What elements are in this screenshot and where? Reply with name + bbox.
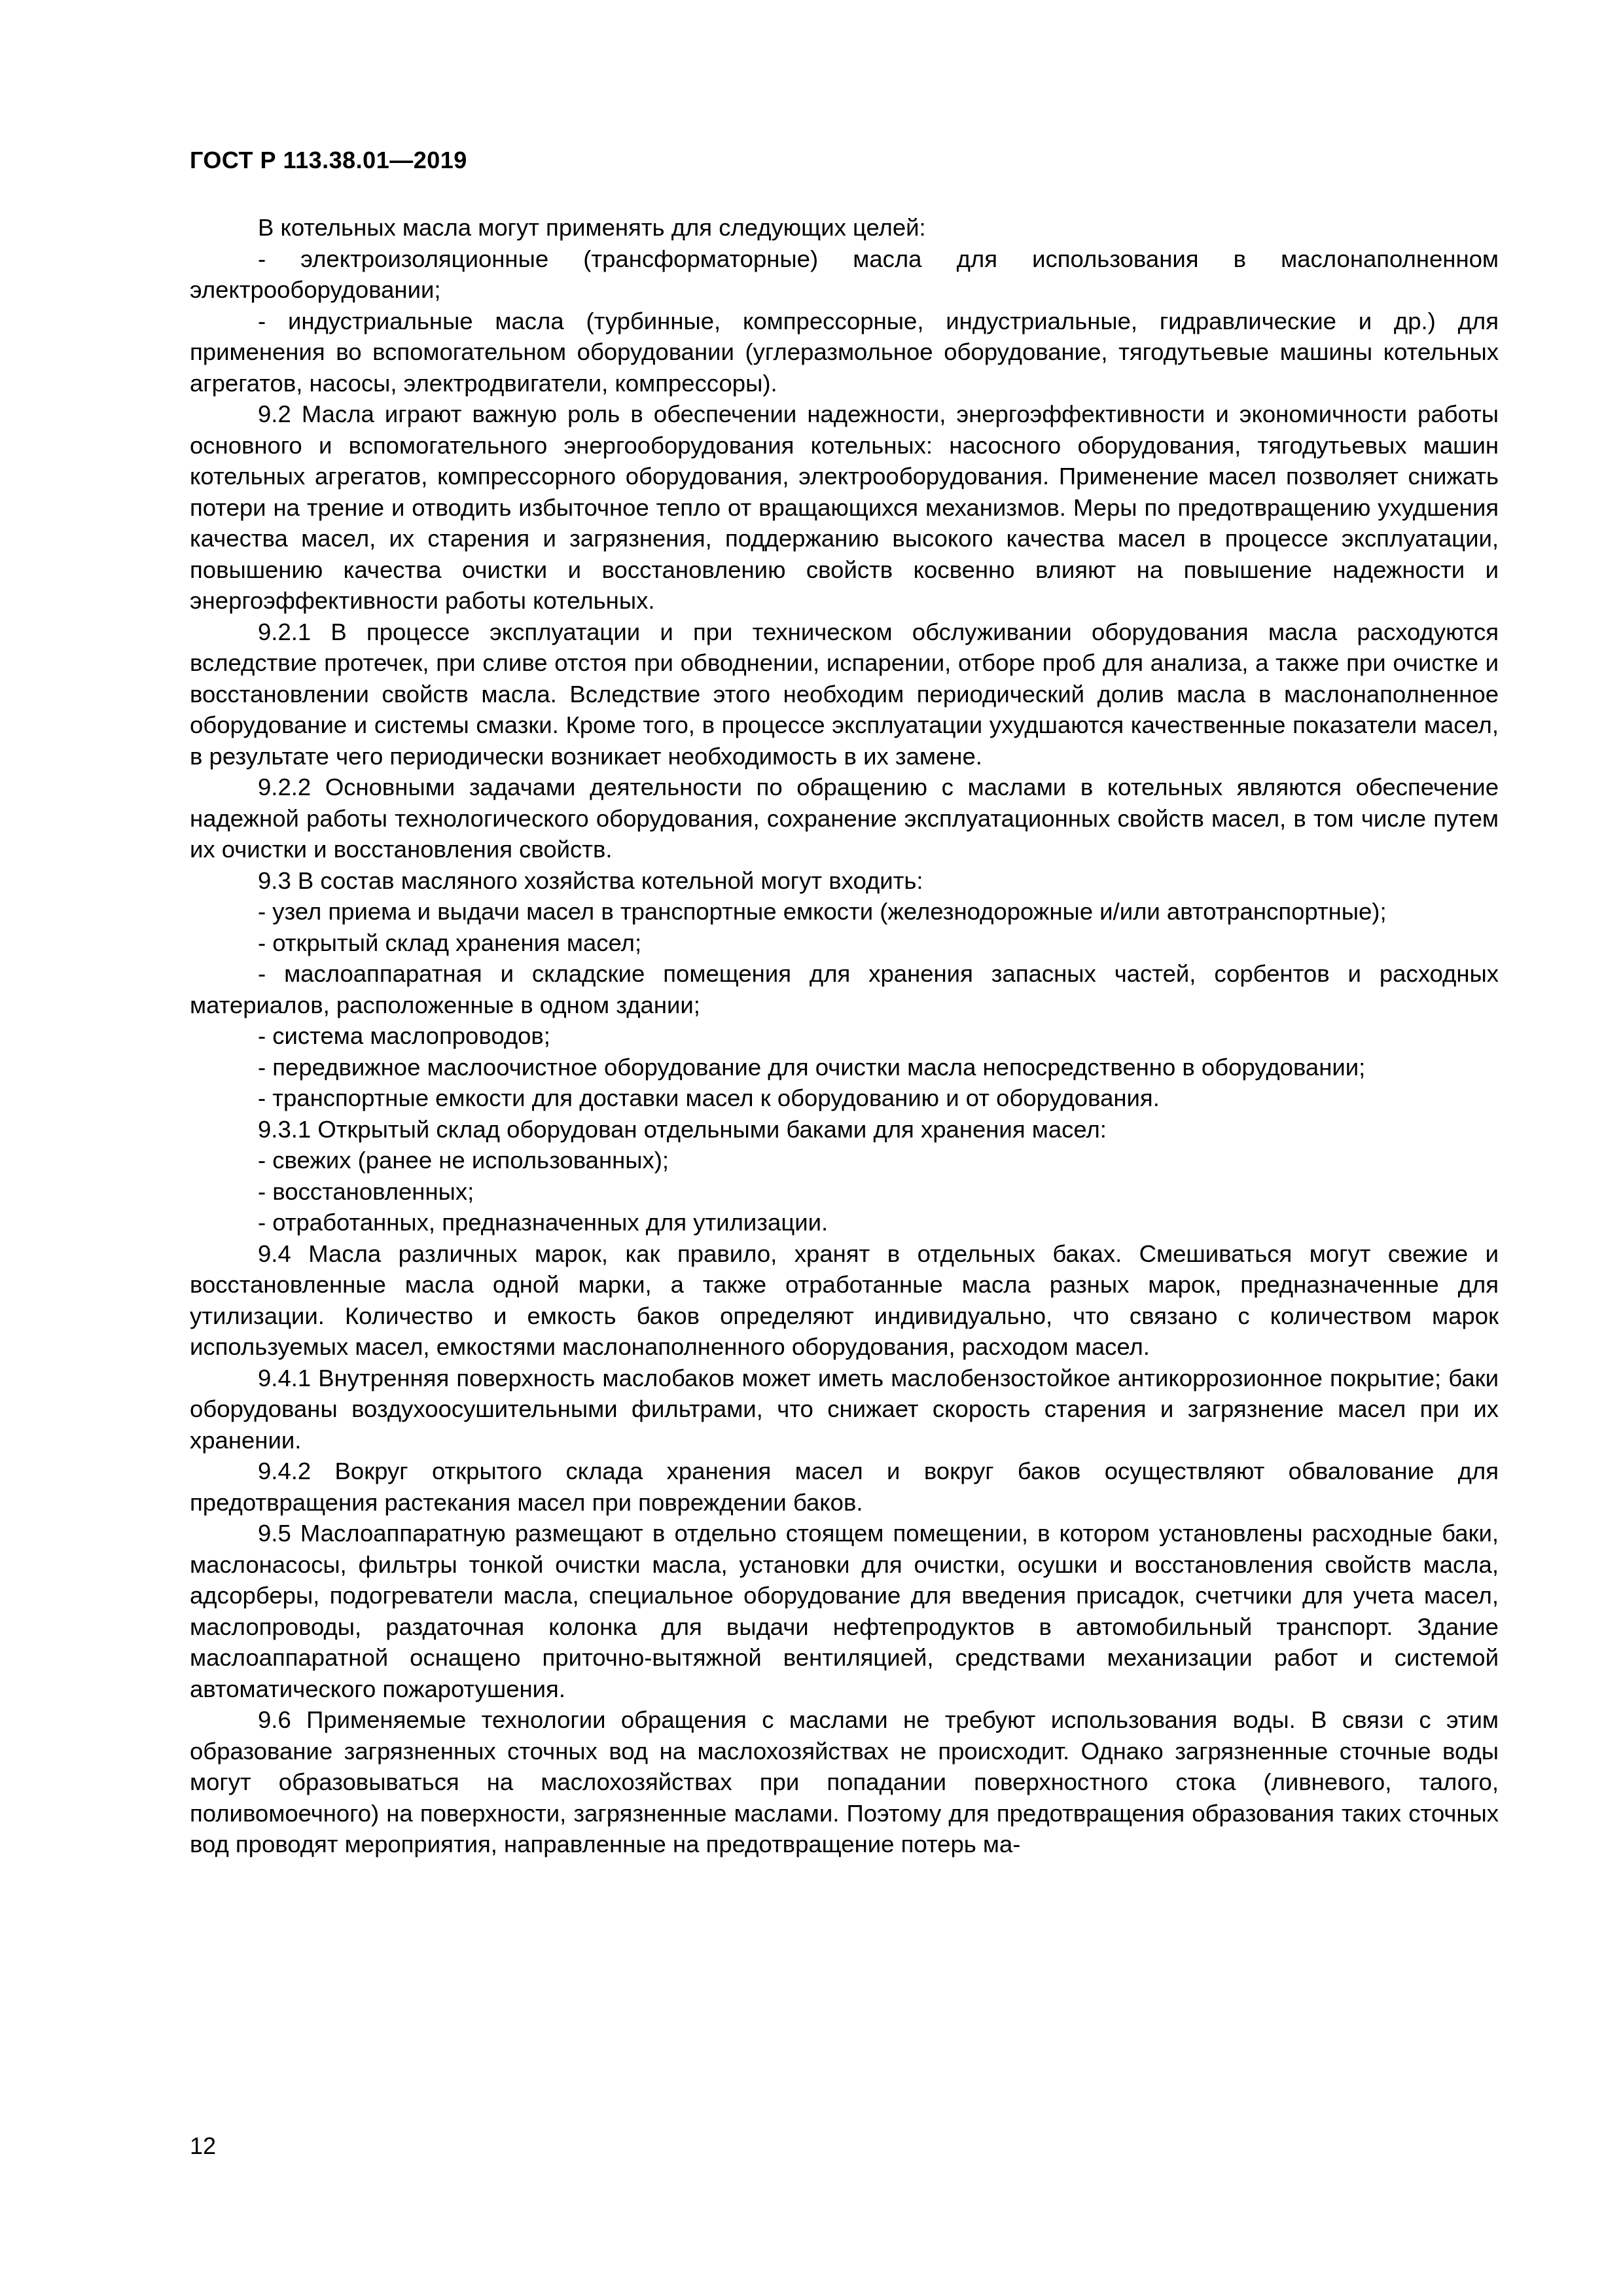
paragraph: 9.5 Маслоаппаратную размещают в отдельно стоящем помещении, в котором установлены расходные баки, маслонасосы, фильтры тонкой очистки масла, установки для очистки, осушки и восстановления свойств масла, адсорберы, подогреватели масла, специальное оборудование для введения присадок, счетчики для учета масел, маслопроводы, раздаточная колонка для выдачи нефтепродуктов в автомобильный транспорт. Здание маслоаппаратной оснащено приточно-вытяжной вентиляцией, средствами механизации работ и системой автоматического пожаротушения. <box>190 1520 1499 1702</box>
list-item: - маслоаппаратная и складские помещения для хранения запасных частей, сорбентов и расходных материалов, расположенные в одном здании; <box>190 960 1499 1018</box>
paragraph: 9.4.1 Внутренняя поверхность маслобаков может иметь маслобензостойкое антикоррозионное покрытие; баки оборудованы воздухоосушительными фильтрами, что снижает скорость старения и загрязнение масел при их хранении. <box>190 1364 1499 1454</box>
list-item: - открытый склад хранения масел; <box>258 929 642 956</box>
paragraph: 9.3.1 Открытый склад оборудован отдельными баками для хранения масел: <box>258 1115 1107 1143</box>
list-item: - передвижное маслоочистное оборудование для очистки масла непосредственно в оборудовании; <box>258 1053 1366 1081</box>
page-number: 12 <box>190 2132 217 2159</box>
paragraph: 9.4.2 Вокруг открытого склада хранения масел и вокруг баков осуществляют обвалование для предотвращения растекания масел при повреждении баков. <box>190 1458 1499 1516</box>
paragraph: В котельных масла могут применять для следующих целей: <box>258 214 926 241</box>
list-item: - транспортные емкости для доставки масел к оборудованию и от оборудования. <box>258 1085 1160 1111</box>
paragraph: 9.2.1 В процессе эксплуатации и при техническом обслуживании оборудования масла расходуются вследствие протечек, при сливе отстоя при обводнении, испарении, отборе проб для анализа, а также при очистке и восстановлении свойств масла. Вследствие этого необходим периодический долив масла в маслонаполненное оборудование и системы смазки. Кроме того, в процессе эксплуатации ухудшаются качественные показатели масел, в результате чего периодически возникает необходимость в их замене. <box>190 618 1499 770</box>
document-code-header: ГОСТ Р 113.38.01—2019 <box>190 147 467 173</box>
paragraph: 9.2 Масла играют важную роль в обеспечении надежности, энергоэффективности и экономичности работы основного и вспомогательного энергооборудования котельных: насосного оборудования, тягодутьевых машин котельных агрегатов, компрессорного оборудования, электрооборудования. Применение масел позволяет снижать потери на трение и отводить избыточное тепло от вращающихся механизмов. Меры по предотвращению ухудшения качества масел, их старения и загрязнения, поддержанию высокого качества масел в процессе эксплуатации, повышению качества очистки и восстановлению свойств косвенно влияют на повышение надежности и энергоэффективности работы котельных. <box>190 401 1499 614</box>
document-body <box>190 212 1499 1860</box>
list-item: - восстановленных; <box>258 1177 474 1205</box>
list-item: - отработанных, предназначенных для утилизации. <box>258 1209 829 1236</box>
list-item: - электроизоляционные (трансформаторные) масла для использования в маслонаполненном электрооборудовании; <box>190 245 1499 303</box>
list-item: - система маслопроводов; <box>258 1022 550 1049</box>
list-item: - узел приема и выдачи масел в транспортные емкости (железнодорожные и/или автотранспортные); <box>258 898 1387 925</box>
paragraph: 9.4 Масла различных марок, как правило, хранят в отдельных баках. Смешиваться могут свежие и восстановленные масла одной марки, а также отработанные масла разных марок, предназначенные для утилизации. Количество и емкость баков определяют индивидуально, что связано с количеством марок используемых масел, емкостями маслонаполненного оборудования, расходом масел. <box>190 1240 1499 1360</box>
paragraph: 9.2.2 Основными задачами деятельности по обращению с маслами в котельных являются обеспечение надежной работы технологического оборудования, сохранение эксплуатационных свойств масел, в том числе путем их очистки и восстановления свойств. <box>190 774 1499 863</box>
paragraph: 9.6 Применяемые технологии обращения с маслами не требуют использования воды. В связи с этим образование загрязненных сточных вод на маслохозяйствах не происходит. Однако загрязненные сточные воды могут образовываться на маслохозяйствах при попадании поверхностного стока (ливневого, талого, поливомоечного) на поверхности, загрязненные маслами. Поэтому для предотвращения образования таких сточных вод проводят мероприятия, направленные на предотвращение потерь ма- <box>190 1706 1499 1857</box>
paragraph: 9.3 В состав масляного хозяйства котельной могут входить: <box>258 867 923 894</box>
list-item: - индустриальные масла (турбинные, компрессорные, индустриальные, гидравлические и др.) для применения во вспомогательном оборудовании (углеразмольное оборудование, тягодутьевые машины котельных агрегатов, насосы, электродвигатели, компрессоры). <box>190 307 1499 397</box>
list-item: - свежих (ранее не использованных); <box>258 1147 669 1174</box>
